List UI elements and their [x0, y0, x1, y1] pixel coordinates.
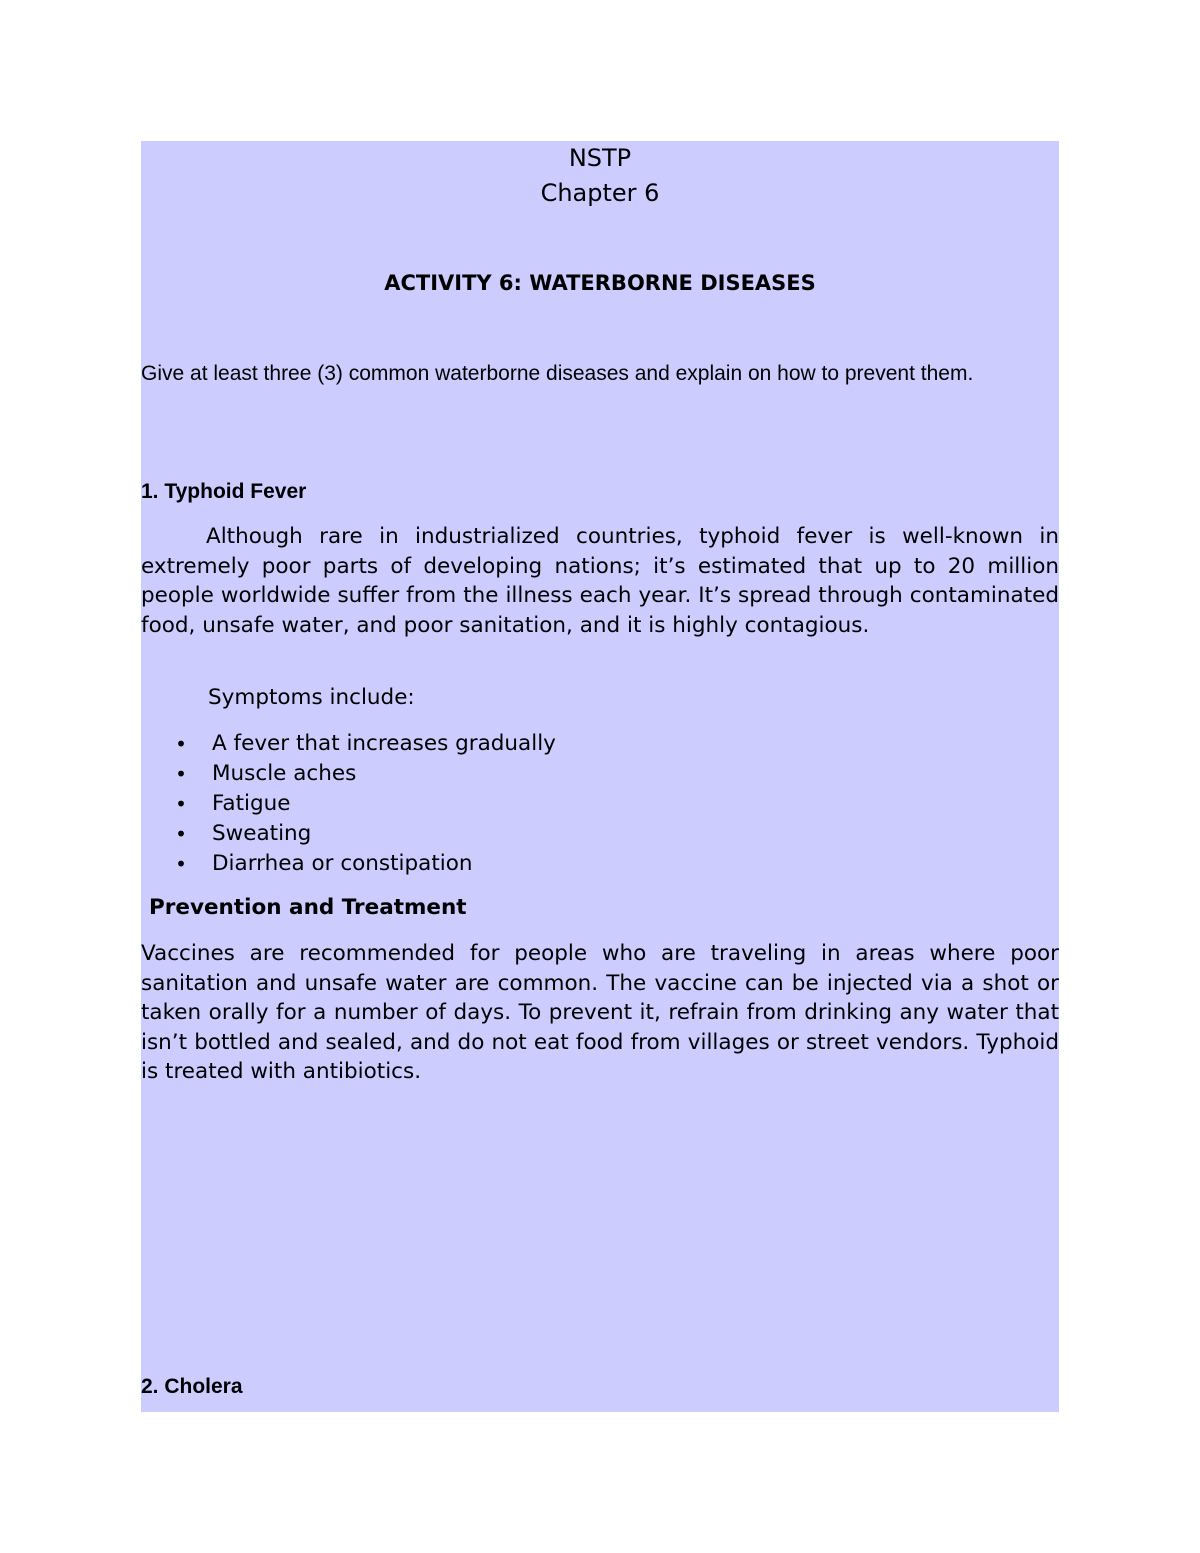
section-heading-cholera: 2. Cholera — [141, 1375, 243, 1398]
symptom-text: Muscle aches — [212, 761, 357, 786]
list-item — [171, 759, 556, 789]
symptoms-intro: Symptoms include: — [208, 685, 415, 710]
bullet-icon: • — [175, 792, 187, 816]
list-item — [171, 849, 556, 879]
typhoid-description: Although rare in industrialized countries, typhoid fever is well-known in extremely poor parts of developing nations; it’s estimated that up to 20 million people worldwide suffer from the illness each year. It’s spread through contaminated food, unsafe water, and poor sanitation, and it is highly contagious. — [141, 524, 1059, 638]
list-item — [171, 819, 556, 849]
bullet-icon: • — [175, 852, 187, 876]
activity-title: ACTIVITY 6: WATERBORNE DISEASES — [384, 271, 816, 295]
prevention-heading: Prevention and Treatment — [149, 895, 467, 920]
list-item — [171, 789, 556, 819]
list-item — [171, 729, 556, 759]
prevention-text: Vaccines are recommended for people who are traveling in areas where poor sanitation and unsafe water are common. The vaccine can be injected via a shot or taken orally for a number of days. To prevent it, refrain from drinking any water that isn’t bottled and sealed, and do not eat food from villages or street vendors. Typhoid is treated with antibiotics. — [141, 941, 1059, 1084]
symptom-list — [171, 729, 556, 879]
bullet-icon: • — [175, 822, 187, 846]
symptom-text: Sweating — [212, 821, 312, 846]
course-title: NSTP — [568, 144, 632, 172]
instructions-text: Give at least three (3) common waterborne diseases and explain on how to prevent them. — [141, 362, 974, 385]
symptom-text: Diarrhea or constipation — [212, 851, 473, 876]
bullet-icon: • — [175, 762, 187, 786]
section-heading-typhoid: 1. Typhoid Fever — [141, 480, 307, 503]
chapter-title: Chapter 6 — [540, 179, 660, 207]
symptom-text: A fever that increases gradually — [212, 731, 556, 756]
highlighted-content-area — [141, 141, 1059, 1412]
symptom-text: Fatigue — [212, 791, 291, 816]
bullet-icon: • — [175, 732, 187, 756]
